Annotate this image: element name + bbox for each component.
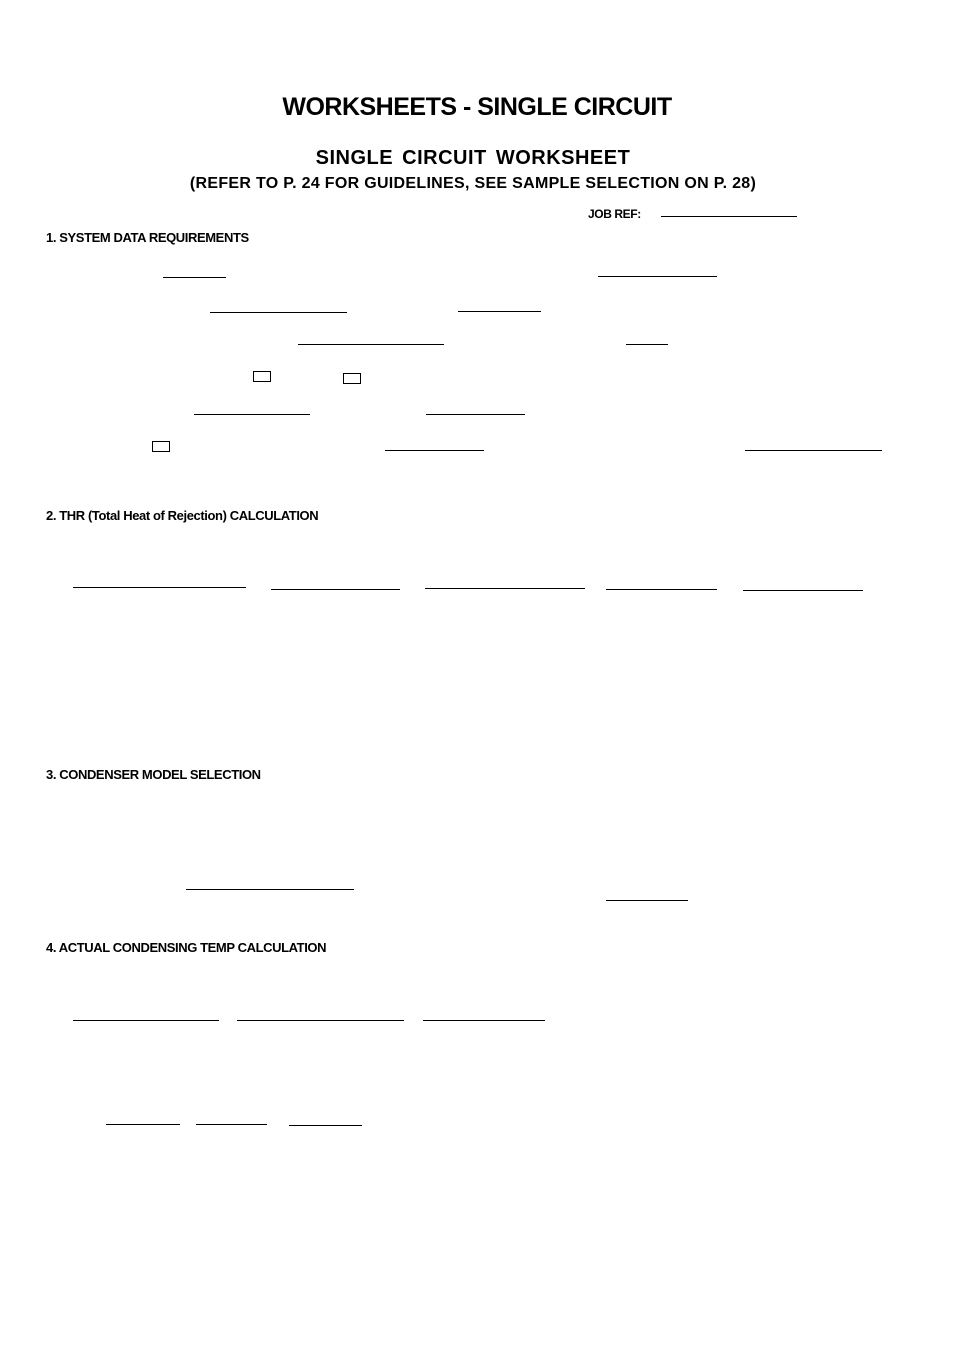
- input-line[interactable]: [598, 276, 717, 277]
- input-line[interactable]: [163, 277, 226, 278]
- input-line[interactable]: [73, 1020, 219, 1021]
- input-line[interactable]: [237, 1020, 404, 1021]
- guidelines-note: (REFER TO P. 24 FOR GUIDELINES, SEE SAMPLE SELECTION ON P. 28): [189, 175, 757, 192]
- input-line[interactable]: [458, 311, 541, 312]
- worksheet-title: SINGLE CIRCUIT WORKSHEET: [315, 147, 631, 169]
- input-line[interactable]: [194, 414, 310, 415]
- input-line[interactable]: [73, 587, 246, 588]
- input-line[interactable]: [426, 414, 525, 415]
- input-line[interactable]: [425, 588, 585, 589]
- section-heading-condenser-model: 3. CONDENSER MODEL SELECTION: [46, 767, 261, 782]
- input-line[interactable]: [606, 900, 688, 901]
- input-line[interactable]: [106, 1124, 180, 1125]
- checkbox[interactable]: [253, 371, 271, 382]
- input-line[interactable]: [289, 1125, 362, 1126]
- checkbox[interactable]: [343, 373, 361, 384]
- input-line[interactable]: [210, 312, 347, 313]
- input-line[interactable]: [186, 889, 354, 890]
- input-line[interactable]: [606, 589, 717, 590]
- checkbox[interactable]: [152, 441, 170, 452]
- input-line[interactable]: [745, 450, 882, 451]
- job-ref-field[interactable]: [661, 216, 797, 217]
- input-line[interactable]: [743, 590, 863, 591]
- input-line[interactable]: [298, 344, 444, 345]
- job-ref-label: JOB REF:: [588, 207, 641, 221]
- section-heading-thr-calculation: 2. THR (Total Heat of Rejection) CALCULATION: [46, 508, 319, 523]
- input-line[interactable]: [385, 450, 484, 451]
- input-line[interactable]: [626, 344, 668, 345]
- input-line[interactable]: [423, 1020, 545, 1021]
- section-heading-system-data: 1. SYSTEM DATA REQUIREMENTS: [46, 230, 249, 245]
- input-line[interactable]: [271, 589, 400, 590]
- section-heading-condensing-temp: 4. ACTUAL CONDENSING TEMP CALCULATION: [46, 940, 327, 955]
- page-title: WORKSHEETS - SINGLE CIRCUIT: [282, 93, 672, 121]
- input-line[interactable]: [196, 1124, 267, 1125]
